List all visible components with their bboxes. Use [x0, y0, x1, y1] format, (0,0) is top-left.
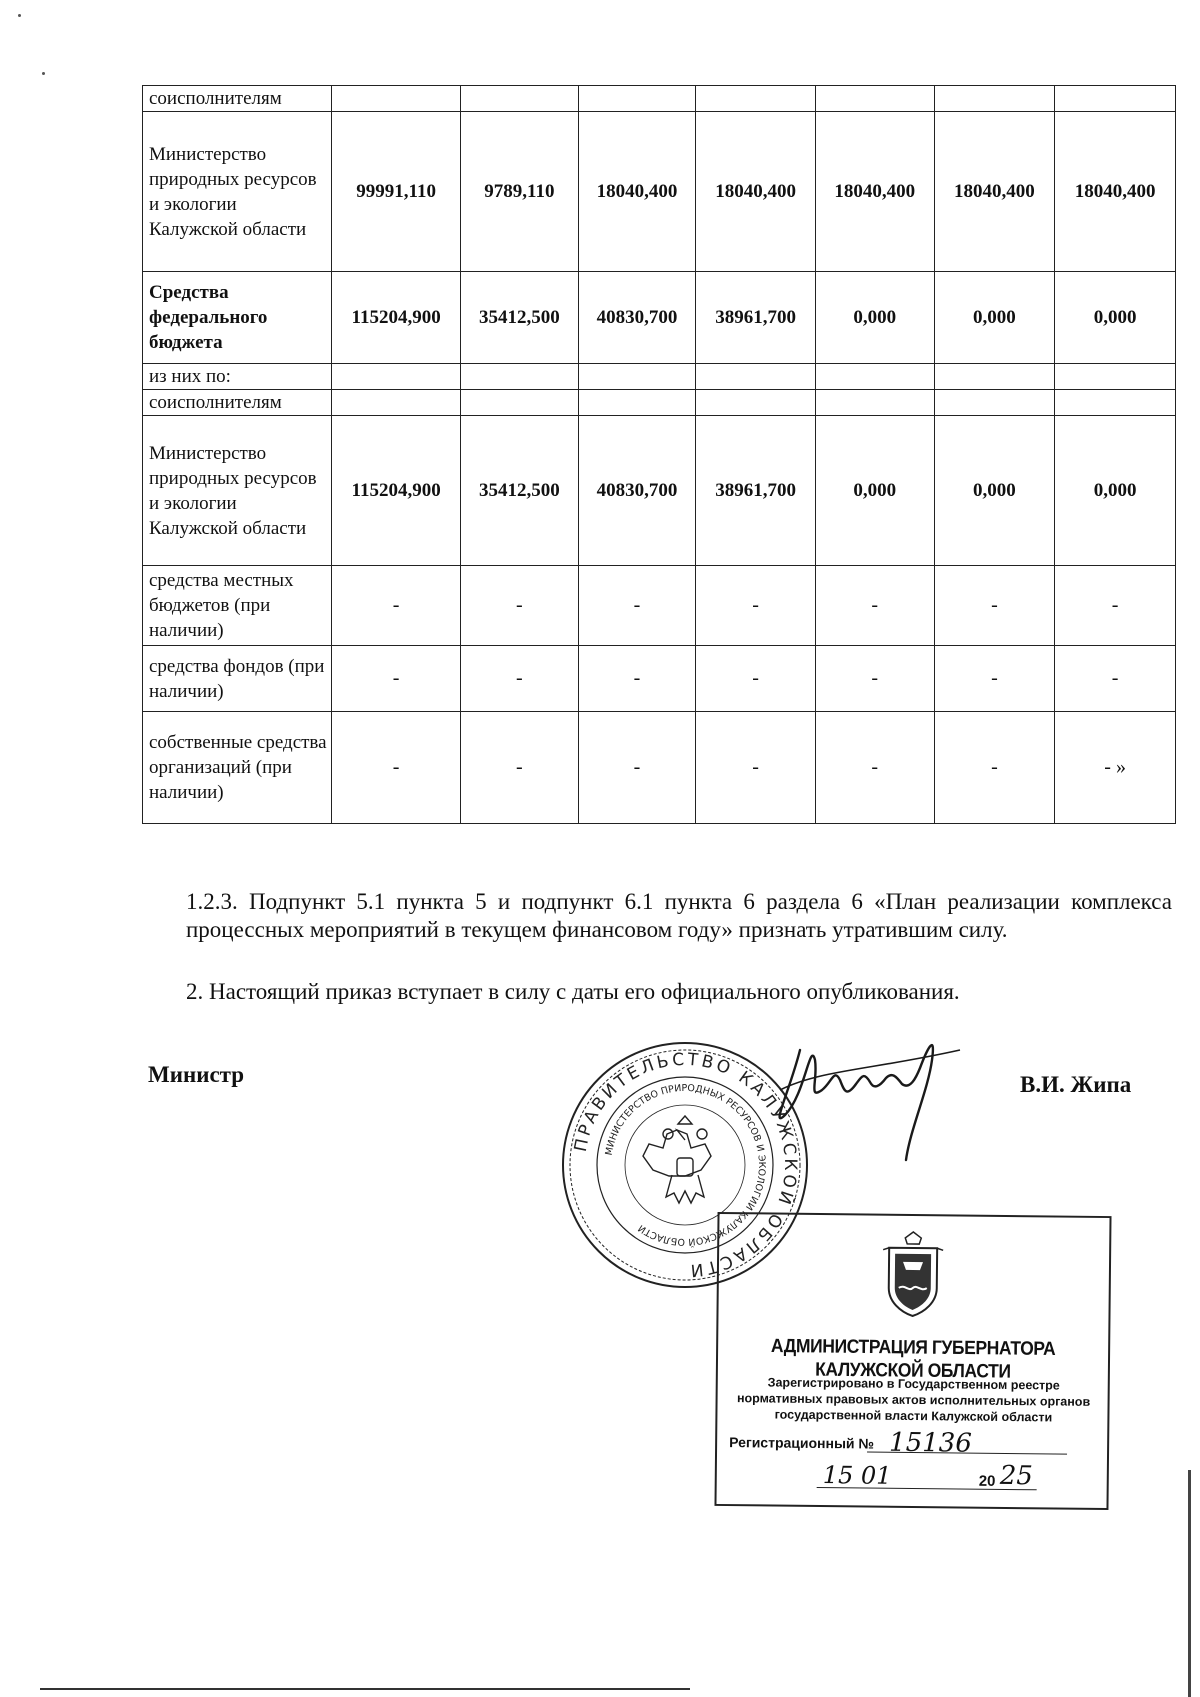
- table-cell: [461, 86, 579, 112]
- table-cell: 0,000: [815, 416, 934, 566]
- row-label: собственные средства организаций (при наличии): [143, 712, 332, 824]
- table-cell: 115204,900: [332, 272, 461, 364]
- paragraph-2: 2. Настоящий приказ вступает в силу с даты его официального опубликования.: [186, 979, 960, 1004]
- table-cell: -: [1055, 566, 1176, 646]
- table-cell: -: [696, 646, 816, 712]
- row-label: Министерство природных ресурсов и экологии Калужской области: [143, 112, 332, 272]
- stamp-text: Зарегистрировано в Государственном реестре нормативных правовых актов исполнительных органов государственной власти Калужской области: [736, 1375, 1091, 1425]
- scan-speck: [18, 14, 21, 17]
- table-cell: -: [578, 646, 696, 712]
- table-cell: -: [332, 646, 461, 712]
- table-cell: [815, 86, 934, 112]
- table-cell: 40830,700: [578, 272, 696, 364]
- table-cell: 35412,500: [461, 416, 579, 566]
- table-cell: [578, 364, 696, 390]
- table-cell: -: [578, 712, 696, 824]
- table-row: [143, 390, 1176, 416]
- table-cell: [332, 364, 461, 390]
- table-cell: 0,000: [1055, 416, 1176, 566]
- table-cell: [934, 390, 1055, 416]
- table-cell: 0,000: [934, 416, 1055, 566]
- eagle-emblem-icon: [643, 1116, 711, 1203]
- table-cell: [934, 364, 1055, 390]
- registration-number: 15136: [888, 1427, 973, 1459]
- table-cell: 40830,700: [578, 416, 696, 566]
- row-label: средства местных бюджетов (при наличии): [143, 566, 332, 646]
- table-row: [143, 272, 1176, 364]
- table-cell: [696, 390, 816, 416]
- row-label: из них по:: [143, 364, 332, 390]
- seal-inner-text: МИНИСТЕРСТВО ПРИРОДНЫХ РЕСУРСОВ И ЭКОЛОГИИ КАЛУЖСКОЙ ОБЛАСТИ: [603, 1082, 768, 1248]
- table-cell: [578, 86, 696, 112]
- table-cell: [1055, 364, 1176, 390]
- scan-edge-mark: [1188, 1470, 1191, 1697]
- table-cell: 18040,400: [578, 112, 696, 272]
- table-cell: 38961,700: [696, 416, 816, 566]
- table-cell: -: [461, 712, 579, 824]
- table-cell: -: [815, 646, 934, 712]
- table-cell: 18040,400: [1055, 112, 1176, 272]
- table-cell: 99991,110: [332, 112, 461, 272]
- table-cell: 18040,400: [934, 112, 1055, 272]
- table-cell: [815, 364, 934, 390]
- bottom-rule: [40, 1688, 690, 1690]
- table-cell: -: [934, 712, 1055, 824]
- table-cell: -: [332, 566, 461, 646]
- table-cell: [696, 86, 816, 112]
- registration-date: 15 01: [822, 1461, 892, 1490]
- table-cell: [461, 390, 579, 416]
- table-cell: -: [815, 712, 934, 824]
- year-prefix: 20: [978, 1472, 996, 1490]
- registration-label: Регистрационный №: [729, 1434, 875, 1452]
- table-cell: -: [461, 566, 579, 646]
- table-cell: [578, 390, 696, 416]
- financing-table: [142, 85, 1176, 824]
- position-title: Министр: [148, 1062, 245, 1087]
- table-cell: [934, 86, 1055, 112]
- table-cell: 38961,700: [696, 272, 816, 364]
- row-label: Средства федерального бюджета: [143, 272, 332, 364]
- registration-stamp: [714, 1212, 1111, 1510]
- table-row: [143, 712, 1176, 824]
- handwritten-signature: [760, 1020, 970, 1170]
- table-cell: -: [934, 646, 1055, 712]
- table-cell: 0,000: [934, 272, 1055, 364]
- table-cell: -: [696, 566, 816, 646]
- table-cell: -: [1055, 646, 1176, 712]
- table-cell: -: [332, 712, 461, 824]
- table-cell: [332, 86, 461, 112]
- row-label: соисполнителям: [143, 390, 332, 416]
- table-cell: 115204,900: [332, 416, 461, 566]
- table-cell: [332, 390, 461, 416]
- paragraph-1-2-3: [142, 888, 1172, 944]
- table-cell: [815, 390, 934, 416]
- scan-speck: [42, 72, 45, 75]
- table-cell: [1055, 390, 1176, 416]
- stamp-title: АДМИНИСТРАЦИЯ ГУБЕРНАТОРА КАЛУЖСКОЙ ОБЛАСТИ: [770, 1334, 1056, 1383]
- table-cell: -: [815, 566, 934, 646]
- table-cell: 0,000: [815, 272, 934, 364]
- seal-outer-text: ПРАВИТЕЛЬСТВО КАЛУЖСКОЙ ОБЛАСТИ: [570, 1049, 801, 1281]
- table-cell: -: [934, 566, 1055, 646]
- table-row: [143, 86, 1176, 112]
- table-row: [143, 566, 1176, 646]
- table-cell: [1055, 86, 1176, 112]
- table-cell: [461, 364, 579, 390]
- table-cell: 35412,500: [461, 272, 579, 364]
- table-cell: -: [696, 712, 816, 824]
- kaluga-coat-of-arms-icon: [876, 1228, 949, 1321]
- table-row: [143, 646, 1176, 712]
- table-cell: 18040,400: [696, 112, 816, 272]
- table-cell: 18040,400: [815, 112, 934, 272]
- table-cell: 0,000: [1055, 272, 1176, 364]
- paragraph-text: 1.2.3. Подпункт 5.1 пункта 5 и подпункт 6.1 пункта 6 раздела 6 «План реализации комплекса процессных мероприятий в текущем финансовом году» признать утратившим силу.: [186, 889, 1172, 942]
- table-row: [143, 112, 1176, 272]
- table-cell: -: [578, 566, 696, 646]
- row-label: соисполнителям: [143, 86, 332, 112]
- table-cell: -: [461, 646, 579, 712]
- row-label: Министерство природных ресурсов и экологии Калужской области: [143, 416, 332, 566]
- row-label: средства фондов (при наличии): [143, 646, 332, 712]
- table-cell: 9789,110: [461, 112, 579, 272]
- table-row: [143, 416, 1176, 566]
- table-row: [143, 364, 1176, 390]
- table-cell: - »: [1055, 712, 1176, 824]
- signer-name: В.И. Жипа: [1020, 1072, 1132, 1097]
- table-cell: [696, 364, 816, 390]
- registration-year: 25: [999, 1460, 1034, 1492]
